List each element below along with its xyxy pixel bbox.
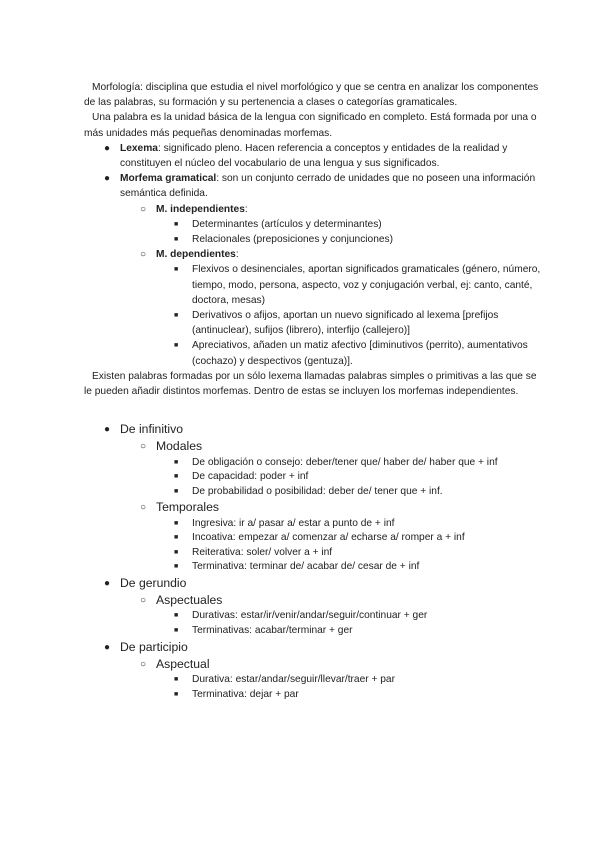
list-item: ■ Terminativa: dejar + par xyxy=(84,688,542,703)
disc-bullet-icon: ● xyxy=(104,641,111,653)
list-item: ■ Durativa: estar/andar/seguir/llevar/traer + par xyxy=(84,673,542,688)
list-item: ■ De probabilidad o posibilidad: deber de/ tener que + inf. xyxy=(84,485,542,500)
list-item: ■ Determinantes (artículos y determinantes) xyxy=(84,217,542,232)
circle-bullet-icon: ○ xyxy=(140,203,147,215)
circle-bullet-icon: ○ xyxy=(140,595,147,607)
list-item: ■ Terminativas: acabar/terminar + ger xyxy=(84,624,542,639)
paragraph-palabra: Una palabra es la unidad básica de la lengua con significado en completo. Está formada por una o más unidades más pequeñas denominadas morfemas. xyxy=(84,112,537,139)
list-item-aspectual: ○ Aspectual xyxy=(84,656,542,673)
list-item: ■ De obligación o consejo: deber/tener que/ haber de/ haber que + inf xyxy=(84,456,542,471)
square-bullet-icon: ■ xyxy=(174,487,179,495)
list-item: ■ Terminativa: terminar de/ acabar de/ cesar de + inf xyxy=(84,560,542,575)
square-bullet-icon: ■ xyxy=(174,676,179,684)
circle-bullet-icon: ○ xyxy=(140,441,147,453)
circle-bullet-icon: ○ xyxy=(140,249,147,261)
list-item: ■ Durativas: estar/ir/venir/andar/seguir/continuar + ger xyxy=(84,609,542,624)
term-morfema: Morfema gramatical xyxy=(120,173,217,185)
list-item-temporales: ○ Temporales xyxy=(84,499,542,516)
square-bullet-icon: ■ xyxy=(174,312,179,320)
disc-bullet-icon: ● xyxy=(104,173,111,185)
square-bullet-icon: ■ xyxy=(174,534,179,542)
square-bullet-icon: ■ xyxy=(174,612,179,620)
square-bullet-icon: ■ xyxy=(174,342,179,350)
square-bullet-icon: ■ xyxy=(174,458,179,466)
list-item-gerundio: ● De gerundio xyxy=(84,575,542,592)
list-item: ■ De capacidad: poder + inf xyxy=(84,470,542,485)
square-bullet-icon: ■ xyxy=(174,548,179,556)
list-item: ■ Flexivos o desinenciales, aportan significados gramaticales (género, número, tiempo, modo, persona, aspecto, voz y conjugación verbal, ej: canto, canté, doctora, mesas) xyxy=(174,264,541,306)
disc-bullet-icon: ● xyxy=(104,578,111,590)
term-lexema: Lexema xyxy=(120,142,158,154)
list-item: ■ Reiterativa: soler/ volver a + inf xyxy=(84,546,542,561)
circle-bullet-icon: ○ xyxy=(140,658,147,670)
list-item-participio: ● De participio xyxy=(84,639,542,656)
paragraph-simples: Existen palabras formadas por un sólo lexema llamadas palabras simples o primitivas a las que se le pueden añadir distintos morfemas. Dentro de estas se incluyen los morfemas independientes. xyxy=(84,370,537,398)
perifrasis-list xyxy=(84,421,542,702)
list-item-independientes: ○ M. independientes: xyxy=(84,202,542,217)
list-item: ■ Incoativa: empezar a/ comenzar a/ echarse a/ romper a + inf xyxy=(84,531,542,546)
list-item: ■ Derivativos o afijos, aportan un nuevo significado al lexema [prefijos (antinuclear), sufijos (librero), interfijo (callejero)] xyxy=(174,310,499,337)
list-item: ■ Ingresiva: ir a/ pasar a/ estar a punto de + inf xyxy=(84,517,542,532)
list-item-aspectuales: ○ Aspectuales xyxy=(84,592,542,609)
circle-bullet-icon: ○ xyxy=(140,502,147,514)
list-item-infinitivo: ● De infinitivo xyxy=(84,421,542,438)
list-item: ■ Relacionales (preposiciones y conjunciones) xyxy=(84,232,542,247)
list-item-modales: ○ Modales xyxy=(84,438,542,455)
square-bullet-icon: ■ xyxy=(174,473,179,481)
morpheme-list xyxy=(84,141,542,369)
square-bullet-icon: ■ xyxy=(174,236,179,244)
list-item-morfema: ● Morfema gramatical: son un conjunto cerrado de unidades que no poseen una información semántica definida. xyxy=(104,173,536,200)
square-bullet-icon: ■ xyxy=(174,627,179,635)
square-bullet-icon: ■ xyxy=(174,690,179,698)
list-item-lexema: ● Lexema: significado pleno. Hacen referencia a conceptos y entidades de la realidad y constituyen el núcleo del vocabulario de una lengua y sus significados. xyxy=(104,142,508,170)
list-item: ■ Apreciativos, añaden un matiz afectivo [diminutivos (perrito), aumentativos (cochazo) y despectivos (gentuza)]. xyxy=(174,340,528,367)
disc-bullet-icon: ● xyxy=(104,142,111,154)
square-bullet-icon: ■ xyxy=(174,266,179,274)
disc-bullet-icon: ● xyxy=(104,424,111,436)
square-bullet-icon: ■ xyxy=(174,220,179,228)
paragraph-morfologia: Morfología: disciplina que estudia el nivel morfológico y que se centra en analizar los componentes de las palabras, su formación y su pertenencia a clases o categorías gramaticales. xyxy=(84,82,539,109)
list-item-dependientes: ○ M. dependientes: xyxy=(84,247,542,262)
square-bullet-icon: ■ xyxy=(174,563,179,571)
square-bullet-icon: ■ xyxy=(174,519,179,527)
